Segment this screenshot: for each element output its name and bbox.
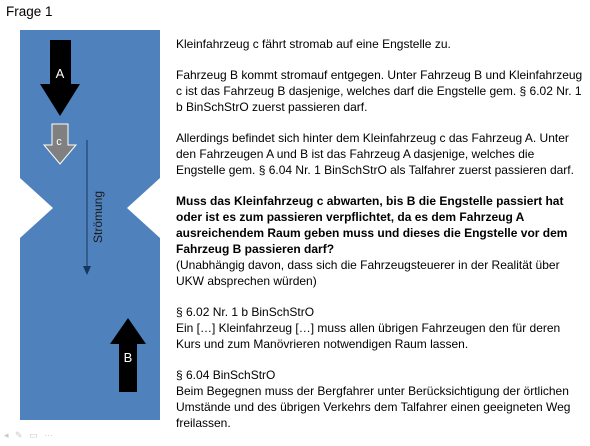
vessel-c-label: c <box>56 136 62 148</box>
river-water <box>20 30 160 420</box>
vessel-b-label: B <box>123 350 133 365</box>
current-label: Strömung <box>91 190 105 244</box>
rule-604-block <box>176 367 584 431</box>
vessel-a-label: A <box>55 66 65 81</box>
slides-icon[interactable]: ▭ <box>29 430 40 440</box>
slideshow-toolbar[interactable] <box>4 430 55 441</box>
more-icon[interactable]: ⋯ <box>44 430 56 440</box>
pen-icon[interactable]: ✎ <box>15 430 25 440</box>
situation-b: Fahrzeug B kommt stromauf entgegen. Unter Fahrzeug B und Kleinfahrzeug c ist das Fahrzeug B dasjenige, welches darf die Engstelle gem. § 6.02 Nr. 1 b BinSchStrO zuerst passieren darf. <box>176 68 583 114</box>
question-note: (Unabhängig davon, dass sich die Fahrzeugsteuerer in der Realität über UKW absprechen würden) <box>176 258 560 288</box>
rule-602-block <box>176 304 584 352</box>
rule-604-text: Beim Begegnen muss der Bergfahrer unter Berücksichtigung der örtlichen Umstände und des übrigen Verkehrs dem Talfahrer einen geeigneten Weg freilassen. <box>176 384 571 430</box>
text-panel <box>176 36 584 446</box>
question-block <box>176 193 584 289</box>
previous-icon[interactable]: ◂ <box>4 430 11 440</box>
question-text: Muss das Kleinfahrzeug c abwarten, bis B die Engstelle passiert hat oder ist es zum passieren verpflichtet, da es dem Fahrzeug A ausreichendem Raum geben muss und dieses die Engstelle vor dem Fahrzeug B passieren darf? <box>176 194 568 256</box>
rule-604-title: § 6.04 BinSchStrO <box>176 368 276 382</box>
situation-c: Kleinfahrzeug c fährt stromab auf eine Engstelle zu. <box>176 37 451 51</box>
slide-title: Frage 1 <box>6 4 53 19</box>
rule-602-title: § 6.02 Nr. 1 b BinSchStrO <box>176 305 315 319</box>
situation-a: Allerdings befindet sich hinter dem Kleinfahrzeug c das Fahrzeug A. Unter den Fahrzeugen A und B ist das Fahrzeug A dasjenige, welches die Engstelle gem. § 6.04 Nr. 1 BinSchStrO als Talfahrer zuerst passieren darf. <box>176 131 574 177</box>
river-diagram <box>0 0 176 444</box>
rule-602-text: Ein […] Kleinfahrzeug […] muss allen übrigen Fahrzeugen den für deren Kurs und zum Manövrieren notwendigen Raum lassen. <box>176 321 561 351</box>
